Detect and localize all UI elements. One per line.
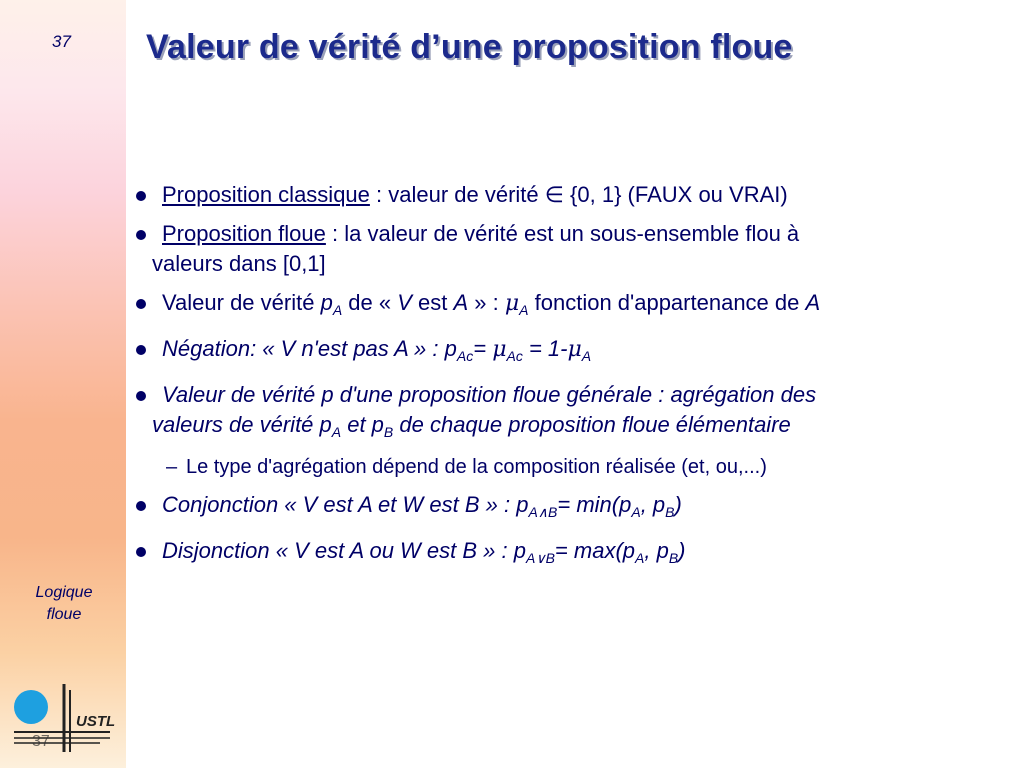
bullet-proposition-generale [132,380,1022,447]
ustl-logo [10,680,120,760]
bullet-dot [136,345,146,355]
text-segment: agrégation des [670,382,817,407]
slide-number: 37 [52,32,71,51]
side-label-line1: Logique [35,584,93,601]
text-segment: = max(p [554,538,636,563]
bullet-continuation [132,410,1022,447]
text-segment: , p [644,538,669,563]
subscript: B [668,550,679,566]
text-segment: et p [341,412,384,437]
subscript: A∧B [528,504,558,520]
mu-symbol: μ [567,337,582,362]
text-segment: A [453,290,469,315]
bullet-dot [136,391,146,401]
bullet-dot [136,191,146,201]
bullet-negation [132,334,1022,371]
text-segment: p [320,290,333,315]
text-segment: » : [468,290,505,315]
sidebar [0,0,126,768]
term-proposition-classique: Proposition classique [162,182,370,207]
subscript: A [519,302,529,318]
bullet-continuation: valeurs dans [0,1] [152,251,326,276]
logo-circle [14,690,48,724]
bullet-dot [136,299,146,309]
subscript: A [581,348,592,364]
text-segment: Négation: « V n'est pas A » : p [162,336,457,361]
bullet-conjonction [132,490,1022,527]
subscript: B [665,504,675,520]
subscript: Ac [506,348,523,364]
text-segment: valeurs de vérité p [152,412,332,437]
text-segment: ) [678,538,686,563]
text-segment: = [473,336,493,361]
subscript: A [635,550,645,566]
term-proposition-floue: Proposition floue [162,221,326,246]
subscript: A [331,424,342,440]
text-segment: est [411,290,454,315]
bullet-text: : valeur de vérité ∈ {0, 1} (FAUX ou VRAI) [369,182,788,207]
subscript: A∨B [525,550,555,566]
bullet-dot [136,501,146,511]
subscript: A [631,504,641,520]
bullet-dot [136,547,146,557]
text-segment: = 1- [522,336,568,361]
logo-number: 37 [32,733,50,750]
subscript: B [383,424,394,440]
logo-text: USTL [76,713,116,730]
bullet-valeur-verite [132,288,1022,325]
text-segment: , p [640,492,666,517]
text-segment: V [397,290,412,315]
text-segment: ) [674,492,682,517]
text-segment: Valeur de vérité p d'une proposition floue générale : [162,382,671,407]
text-segment: fonction d'appartenance de [528,290,806,315]
bullet-dot [136,230,146,240]
slide-title: Valeur de vérité d’une proposition floue [146,28,793,66]
bullet-proposition-floue [132,219,1022,279]
text-segment: Valeur de vérité [162,290,321,315]
subscript: Ac [456,348,474,364]
text-segment: = min(p [557,492,632,517]
dash-marker: – [166,456,178,478]
slide-content [132,180,1022,582]
subscript: A [332,302,343,318]
bullet-disjonction [132,536,1022,573]
bullet-proposition-classique [132,180,1022,210]
side-label-line2: floue [46,606,82,623]
text-segment: Disjonction « V est A ou W est B » : p [162,538,526,563]
text-segment: A [805,290,821,315]
sub-bullet-aggregation [132,454,1022,480]
mu-symbol: μ [504,291,520,316]
mu-symbol: μ [492,337,507,362]
sub-bullet-text: Le type d'agrégation dépend de la composition réalisée (et, ou,...) [186,456,767,478]
text-segment: de chaque proposition floue élémentaire [393,412,791,437]
text-segment: Conjonction « V est A et W est B » : p [162,492,529,517]
text-segment: de « [342,290,398,315]
bullet-text: : la valeur de vérité est un sous-ensemble flou à [325,221,800,246]
side-label [14,582,114,626]
